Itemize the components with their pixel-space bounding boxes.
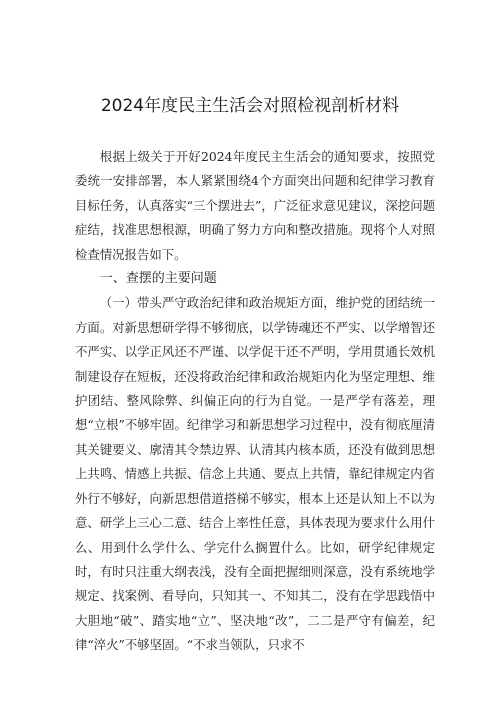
document-title: 2024年度民主生活会对照检视剖析材料 [100,96,400,116]
section-heading: 一、查摆的主要问题 [99,271,217,287]
body-paragraph: （一）带头严守政治纪律和政治规矩方面，维护党的团结统一方面。对新思想研学得不够彻底，以学铸魂还不严实、以学增智还不严实、以学正风还不严谨、以学促干还不严明，学用贯通长效机制建设存在短板，还没将政治纪律和政治规矩内化为坚定理想、维护团结、整风除弊、纠偏正向的行为自觉。一是严学有落差，理想“立根”不够牢固。纪律学习和新思想学习过程中，没有彻底厘清其关键要义、廓清其令禁边界、认清其内核本质，还没有做到思想上共鸣、情感上共振、信念上共通、要点上共情，靠纪律规定内省外行不够好，向新思想借道搭梯不够实，根本上还是认知上不以为意、研学上三心二意、结合上率性任意，具体表现为要求什么用什么、用到什么学什么、学完什么搁置什么。比如，研学纪律规定时，有时只注重大纲表浅，没有全面把握细则深意，没有系统地学规定、找案例、看导向，只知其一、不知其二，没有在学思践悟中大胆地“破”、踏实地“立”、坚决地“改”，二二是严守有偏差，纪律“淬火”不够坚固。“不求当领队，只求不 [75,295,435,653]
document-body [75,145,435,658]
intro-paragraph: 根据上级关于开好2024年度民主生活会的通知要求，按照党委统一安排部署，本人紧紧围绕4个方面突出问题和纪律学习教育目标任务，认真落实“三个摆进去”，广泛征求意见建议，深挖问题症结，找准思想根源，明确了努力方向和整改措施。现将个人对照检查情况报告如下。 [75,149,435,262]
